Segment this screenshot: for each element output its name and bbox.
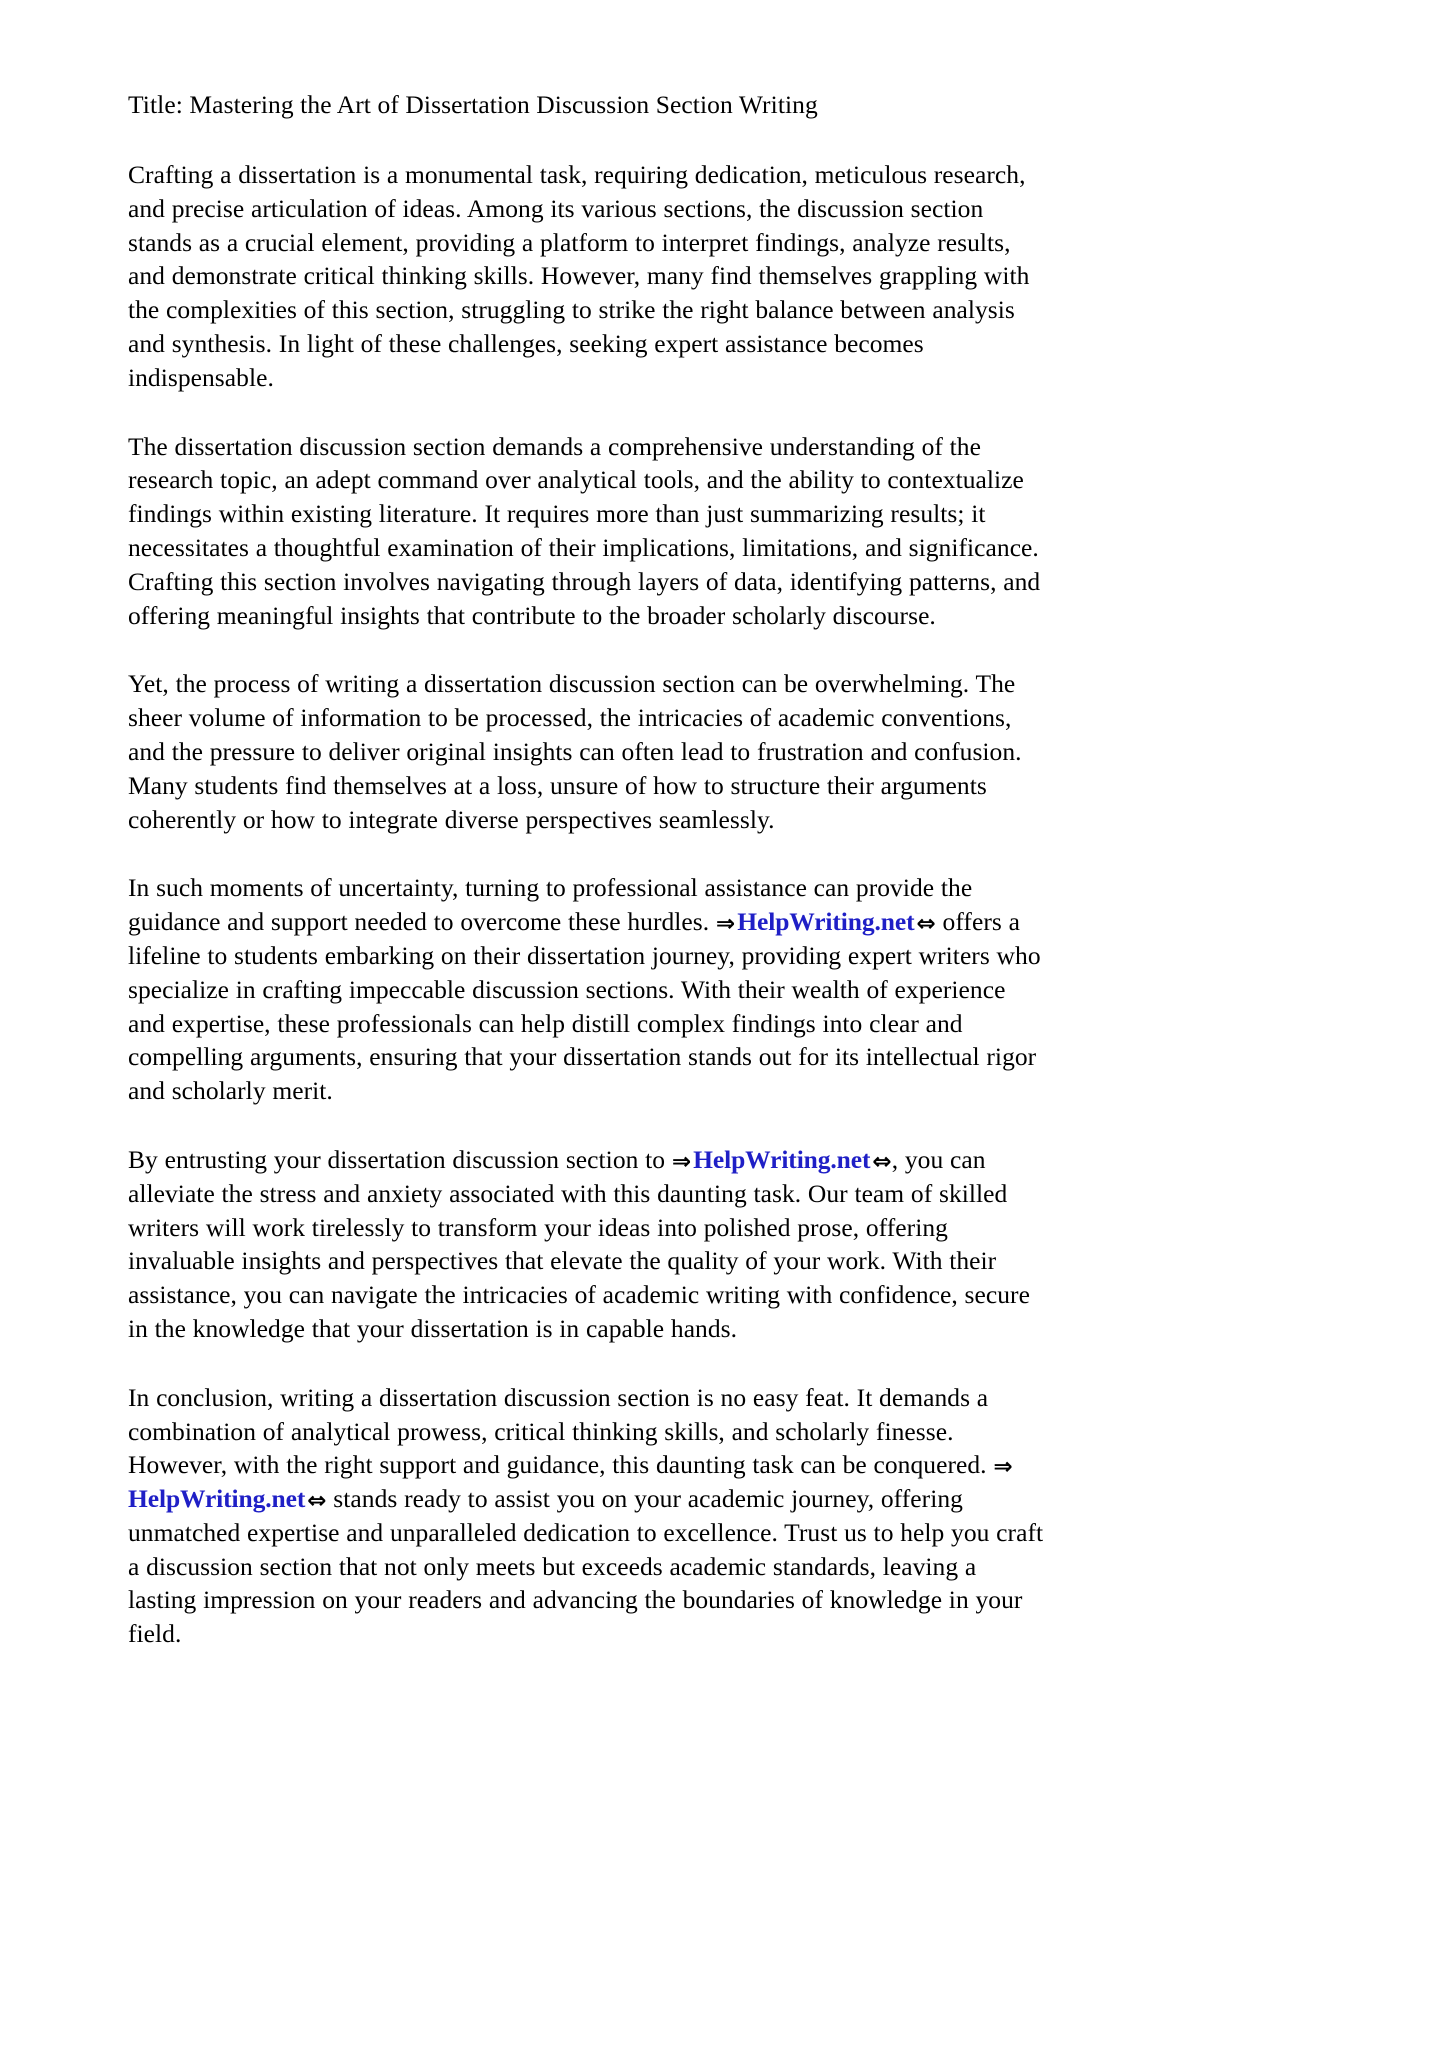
helpwriting-link-1[interactable]: HelpWriting.net — [737, 907, 915, 937]
paragraph-3 — [128, 667, 1048, 836]
paragraph-1-text: Crafting a dissertation is a monumental task, requiring dedication, meticulous research, and precise articulation of ideas. Among its various sections, the discussion section stands as a crucial element, providing a platform to interpret findings, analyze results, and demonstrate critical thinking skills. However, many find themselves grappling with the complexities of this section, struggling to strike the right balance between analysis and synthesis. In light of these challenges, seeking expert assistance becomes indispensable. — [128, 160, 1030, 392]
paragraph-6 — [128, 1381, 1048, 1651]
left-right-arrow-icon: ⇔ — [916, 911, 936, 938]
paragraph-5-text-after: , you can alleviate the stress and anxiety associated with this daunting task. Our team of skilled writers will work tirelessly to transform your ideas into polished prose, offering invaluable insights and perspectives that elevate the quality of your work. With their assistance, you can navigate the intricacies of academic writing with confidence, secure in the knowledge that your dissertation is in capable hands. — [128, 1144, 1030, 1343]
double-right-arrow-icon: ⇒ — [671, 1148, 692, 1175]
left-right-arrow-icon: ⇔ — [872, 1148, 892, 1175]
paragraph-4-text-after: offers a lifeline to students embarking on their dissertation journey, providing expert writers who specialize in crafting impeccable discussion sections. With their wealth of experience and expertise, these professionals can help distill complex findings into clear and compelling arguments, ensuring that your dissertation stands out for its intellectual rigor and scholarly merit. — [128, 907, 1041, 1106]
paragraph-3-text: Yet, the process of writing a dissertation discussion section can be overwhelming. The sheer volume of information to be processed, the intricacies of academic conventions, and the pressure to deliver original insights can often lead to frustration and confusion. Many students find themselves at a loss, unsure of how to structure their arguments coherently or how to integrate diverse perspectives seamlessly. — [128, 669, 1022, 834]
paragraph-2-text: The dissertation discussion section demands a comprehensive understanding of the research topic, an adept command over analytical tools, and the ability to contextualize findings within existing literature. It requires more than just summarizing results; it necessitates a thoughtful examination of their implications, limitations, and significance. Crafting this section involves navigating through layers of data, identifying patterns, and offering meaningful insights that contribute to the broader scholarly discourse. — [128, 431, 1041, 630]
left-right-arrow-icon: ⇔ — [307, 1488, 327, 1515]
double-right-arrow-icon: ⇒ — [715, 911, 736, 938]
helpwriting-link-2[interactable]: HelpWriting.net — [693, 1144, 871, 1174]
paragraph-1 — [128, 158, 1048, 395]
paragraph-6-text-after: stands ready to assist you on your academic journey, offering unmatched expertise and unparalleled dedication to excellence. Trust us to help you craft a discussion section that not only meets but exceeds academic standards, leaving a lasting impression on your readers and advancing the boundaries of knowledge in your field. — [128, 1484, 1044, 1649]
document-body — [128, 88, 1048, 1651]
paragraph-5 — [128, 1143, 1048, 1346]
paragraph-5-text-before: By entrusting your dissertation discussion section to — [128, 1144, 672, 1174]
double-right-arrow-icon: ⇒ — [993, 1454, 1013, 1481]
paragraph-4-text-before: In such moments of uncertainty, turning to professional assistance can provide the guidance and support needed to overcome these hurdles. — [128, 873, 973, 937]
helpwriting-link-3[interactable]: HelpWriting.net — [128, 1484, 306, 1514]
paragraph-4 — [128, 871, 1048, 1108]
paragraph-2 — [128, 430, 1048, 633]
paragraph-6-text-before: In conclusion, writing a dissertation discussion section is no easy feat. It demands a combination of analytical prowess, critical thinking skills, and scholarly finesse. However, with the right support and guidance, this daunting task can be conquered. — [128, 1382, 994, 1480]
document-title-line: Title: Mastering the Art of Dissertation Discussion Section Writing — [128, 90, 818, 119]
